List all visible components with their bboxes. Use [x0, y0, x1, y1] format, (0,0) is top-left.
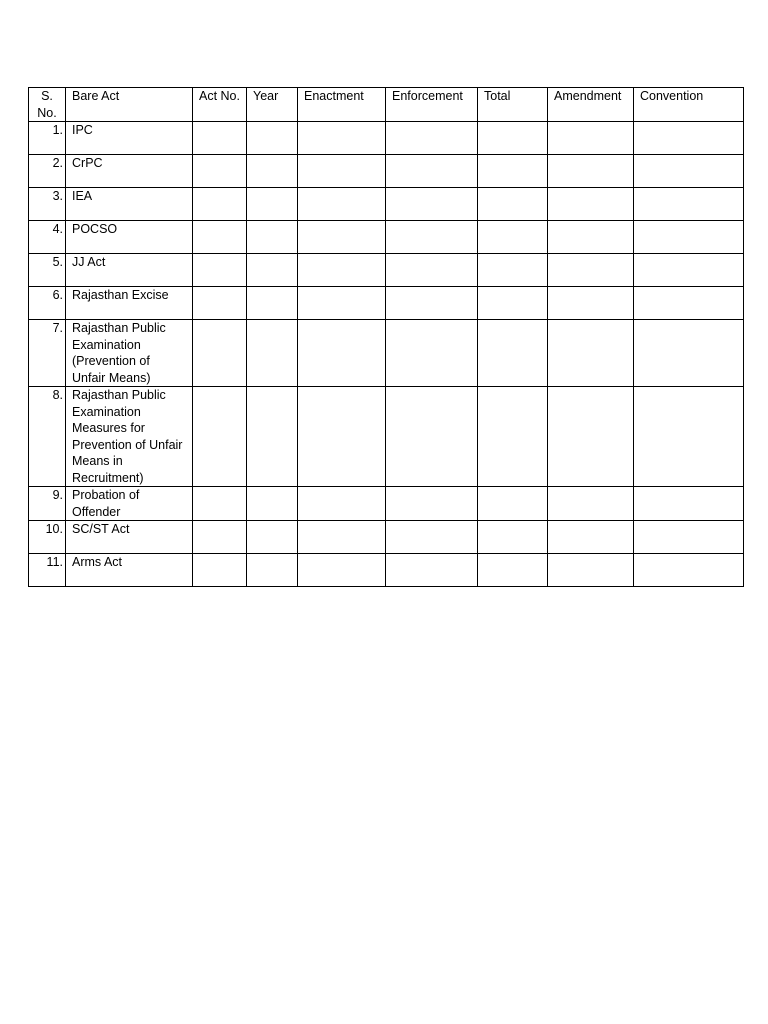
table-row: [29, 122, 744, 155]
cell-act-no: [193, 122, 247, 155]
header-s-no: S. No.: [29, 88, 66, 122]
row-number: 3.: [29, 188, 66, 221]
bare-act-name: Arms Act: [66, 554, 193, 587]
row-number: 7.: [29, 320, 66, 387]
cell-act-no: [193, 387, 247, 487]
row-number: 8.: [29, 387, 66, 487]
cell-total: [478, 155, 548, 188]
cell-amendment: [548, 487, 634, 521]
bare-act-name: Rajasthan Public Examination Measures for Prevention of Unfair Means in Recruitment): [66, 387, 193, 487]
table-row: [29, 320, 744, 387]
table-row: [29, 554, 744, 587]
bare-act-name: IPC: [66, 122, 193, 155]
cell-amendment: [548, 155, 634, 188]
cell-convention: [634, 254, 744, 287]
cell-enactment: [298, 320, 386, 387]
cell-convention: [634, 320, 744, 387]
cell-amendment: [548, 122, 634, 155]
cell-amendment: [548, 320, 634, 387]
header-year: Year: [247, 88, 298, 122]
row-number: 5.: [29, 254, 66, 287]
header-act-no: Act No.: [193, 88, 247, 122]
cell-convention: [634, 122, 744, 155]
cell-year: [247, 387, 298, 487]
cell-amendment: [548, 254, 634, 287]
cell-act-no: [193, 221, 247, 254]
cell-year: [247, 487, 298, 521]
table-row: [29, 155, 744, 188]
bare-act-name: Probation of Offender: [66, 487, 193, 521]
cell-year: [247, 188, 298, 221]
cell-enforcement: [386, 155, 478, 188]
cell-enforcement: [386, 188, 478, 221]
bare-act-name: CrPC: [66, 155, 193, 188]
header-convention: Convention: [634, 88, 744, 122]
cell-amendment: [548, 387, 634, 487]
cell-year: [247, 155, 298, 188]
cell-act-no: [193, 521, 247, 554]
cell-convention: [634, 521, 744, 554]
cell-act-no: [193, 188, 247, 221]
table-row: [29, 188, 744, 221]
cell-enforcement: [386, 254, 478, 287]
cell-enforcement: [386, 487, 478, 521]
cell-total: [478, 254, 548, 287]
cell-year: [247, 320, 298, 387]
row-number: 4.: [29, 221, 66, 254]
cell-act-no: [193, 155, 247, 188]
cell-enactment: [298, 155, 386, 188]
cell-amendment: [548, 521, 634, 554]
cell-total: [478, 188, 548, 221]
table-row: [29, 487, 744, 521]
table-row: [29, 221, 744, 254]
row-number: 9.: [29, 487, 66, 521]
cell-total: [478, 387, 548, 487]
table-row: [29, 287, 744, 320]
cell-year: [247, 287, 298, 320]
cell-total: [478, 287, 548, 320]
cell-year: [247, 221, 298, 254]
table-row: [29, 521, 744, 554]
cell-enforcement: [386, 387, 478, 487]
row-number: 10.: [29, 521, 66, 554]
cell-convention: [634, 487, 744, 521]
cell-year: [247, 554, 298, 587]
cell-enactment: [298, 122, 386, 155]
row-number: 11.: [29, 554, 66, 587]
cell-year: [247, 254, 298, 287]
cell-amendment: [548, 188, 634, 221]
cell-enactment: [298, 221, 386, 254]
cell-enforcement: [386, 554, 478, 587]
cell-total: [478, 122, 548, 155]
bare-act-name: POCSO: [66, 221, 193, 254]
bare-act-name: IEA: [66, 188, 193, 221]
cell-enforcement: [386, 320, 478, 387]
row-number: 2.: [29, 155, 66, 188]
cell-act-no: [193, 254, 247, 287]
cell-year: [247, 521, 298, 554]
cell-total: [478, 487, 548, 521]
cell-enactment: [298, 487, 386, 521]
cell-convention: [634, 554, 744, 587]
cell-total: [478, 554, 548, 587]
cell-act-no: [193, 487, 247, 521]
cell-convention: [634, 387, 744, 487]
cell-enactment: [298, 188, 386, 221]
cell-enactment: [298, 521, 386, 554]
header-bare-act: Bare Act: [66, 88, 193, 122]
cell-act-no: [193, 287, 247, 320]
row-number: 6.: [29, 287, 66, 320]
cell-total: [478, 221, 548, 254]
cell-enforcement: [386, 521, 478, 554]
header-amendment: Amendment: [548, 88, 634, 122]
cell-convention: [634, 221, 744, 254]
table-row: [29, 387, 744, 487]
header-row: [29, 88, 744, 122]
cell-enforcement: [386, 221, 478, 254]
header-total: Total: [478, 88, 548, 122]
cell-convention: [634, 188, 744, 221]
cell-enactment: [298, 287, 386, 320]
bare-act-name: Rajasthan Public Examination (Prevention of Unfair Means): [66, 320, 193, 387]
cell-enactment: [298, 554, 386, 587]
cell-enactment: [298, 254, 386, 287]
cell-total: [478, 521, 548, 554]
cell-amendment: [548, 287, 634, 320]
cell-act-no: [193, 554, 247, 587]
cell-year: [247, 122, 298, 155]
bare-act-name: SC/ST Act: [66, 521, 193, 554]
cell-convention: [634, 155, 744, 188]
cell-amendment: [548, 221, 634, 254]
cell-convention: [634, 287, 744, 320]
header-enforcement: Enforcement: [386, 88, 478, 122]
bare-acts-table: [28, 87, 744, 587]
cell-enactment: [298, 387, 386, 487]
cell-enforcement: [386, 287, 478, 320]
cell-enforcement: [386, 122, 478, 155]
cell-act-no: [193, 320, 247, 387]
row-number: 1.: [29, 122, 66, 155]
bare-act-name: Rajasthan Excise: [66, 287, 193, 320]
cell-total: [478, 320, 548, 387]
table-row: [29, 254, 744, 287]
cell-amendment: [548, 554, 634, 587]
bare-act-name: JJ Act: [66, 254, 193, 287]
header-enactment: Enactment: [298, 88, 386, 122]
